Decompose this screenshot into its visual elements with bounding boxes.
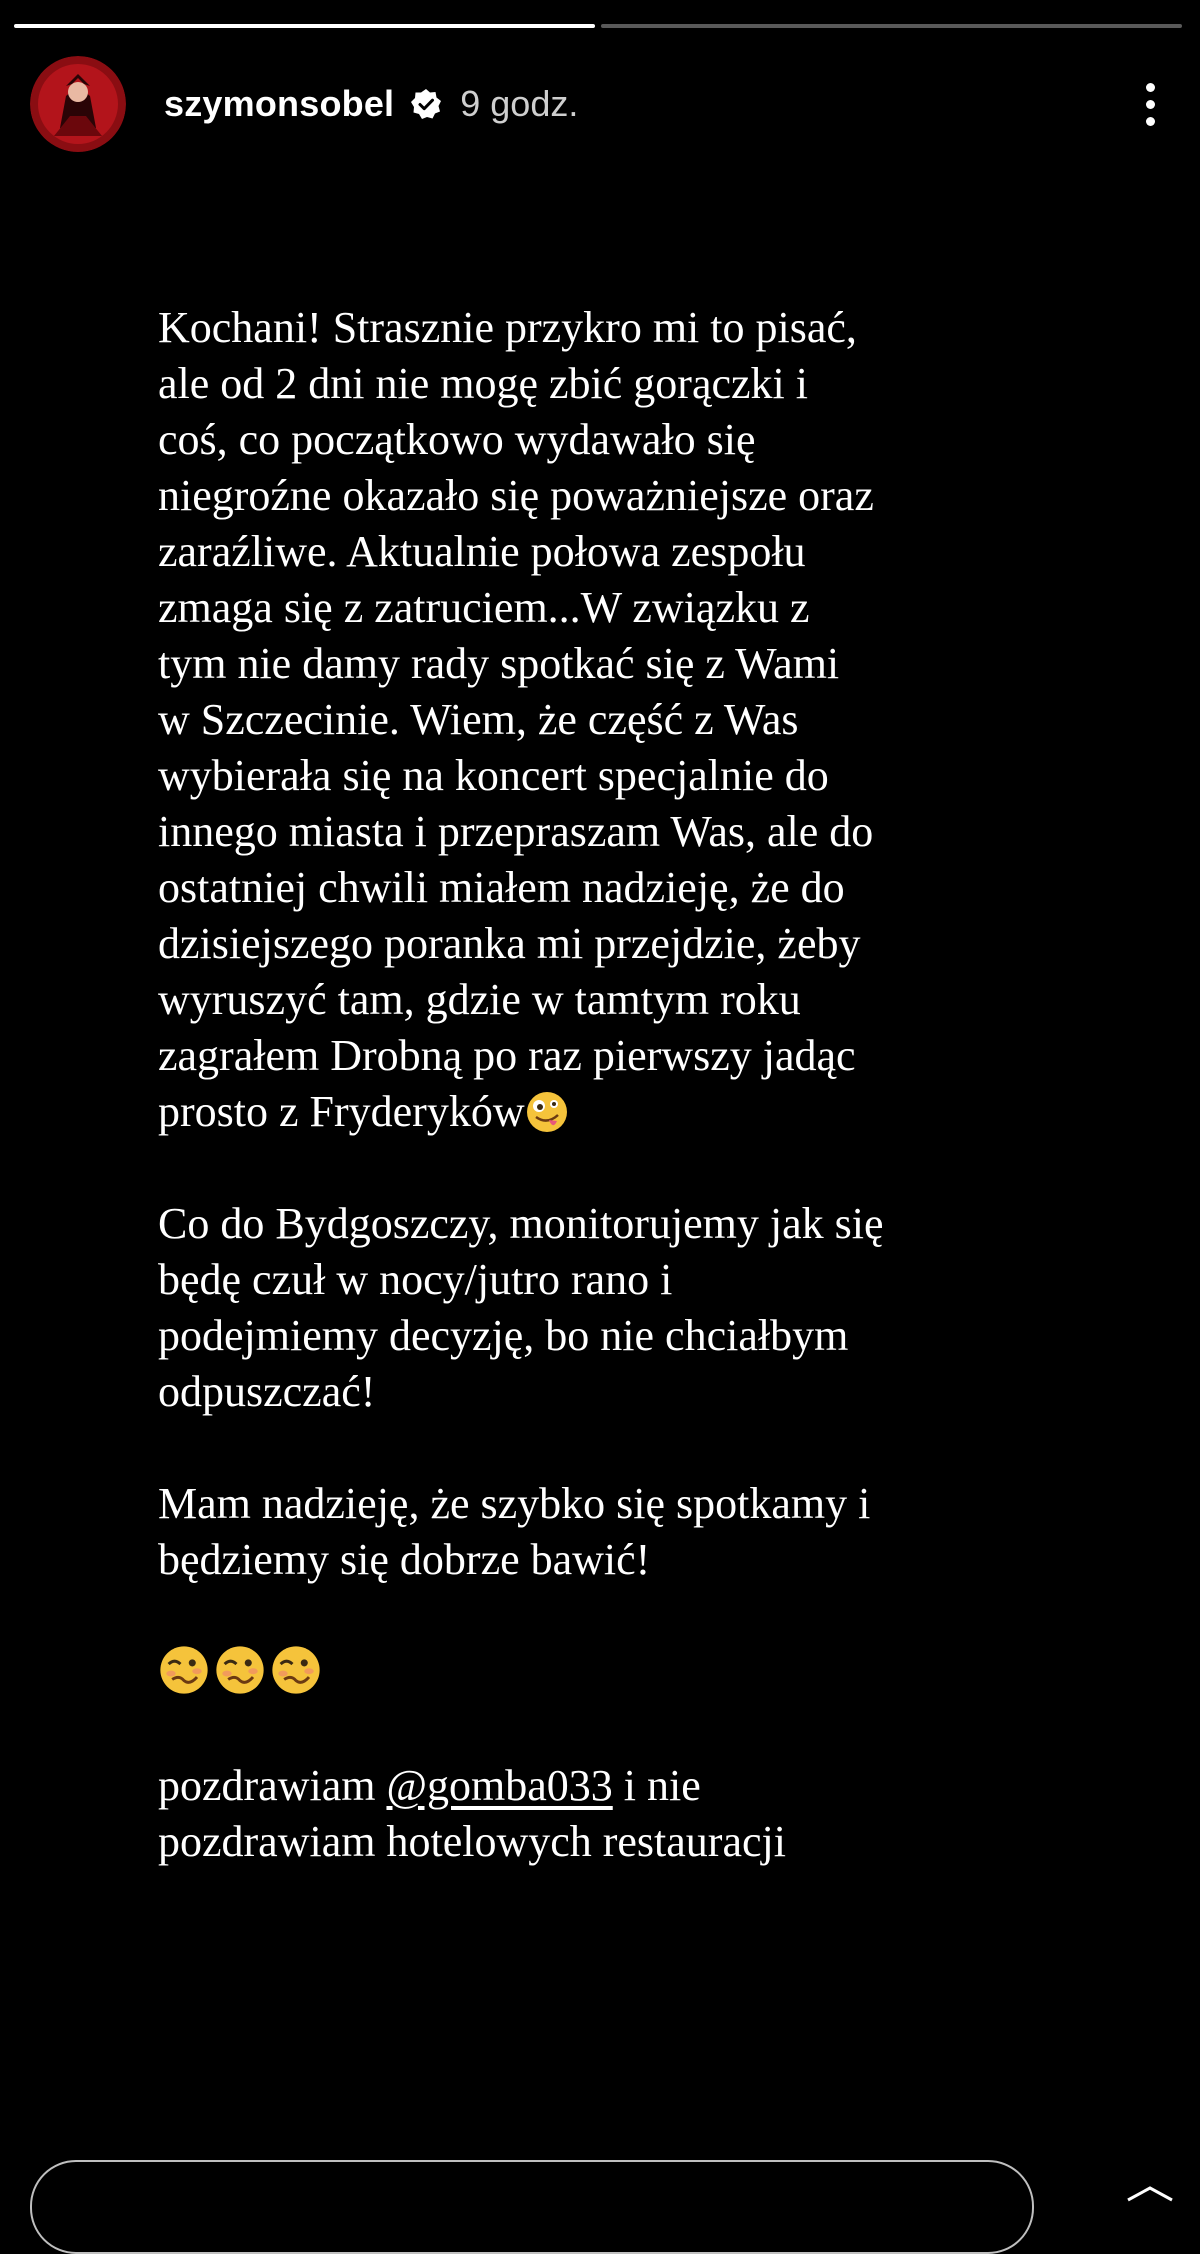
share-icon[interactable] xyxy=(1120,2180,1180,2220)
text-line: wybierała się na koncert specjalnie do xyxy=(158,751,829,800)
text-line: ale od 2 dni nie mogę zbić gorączki i xyxy=(158,359,808,408)
text-line: odpuszczać! xyxy=(158,1367,376,1416)
paragraph-5 xyxy=(158,1758,1138,1870)
progress-fill-1 xyxy=(14,24,595,28)
progress-segment-2 xyxy=(601,24,1182,28)
verified-badge-icon xyxy=(410,88,442,120)
woozy-face-emoji-icon xyxy=(214,1644,266,1696)
paragraph-2 xyxy=(158,1196,1138,1420)
text-line: będziemy się dobrze bawić! xyxy=(158,1535,651,1584)
reply-input[interactable] xyxy=(30,2160,1034,2254)
text-line: innego miasta i przepraszam Was, ale do xyxy=(158,807,874,856)
text-line: ostatniej chwili miałem nadzieję, że do xyxy=(158,863,845,912)
text-line: coś, co początkowo wydawało się xyxy=(158,415,756,464)
text-line: tym nie damy rady spotkać się z Wami xyxy=(158,639,840,688)
more-options-icon[interactable] xyxy=(1130,74,1170,134)
paragraph-3 xyxy=(158,1476,1138,1588)
text-line: podejmiemy decyzję, bo nie chciałbym xyxy=(158,1311,849,1360)
text-line: pozdrawiam hotelowych restauracji xyxy=(158,1817,786,1866)
text-line-last xyxy=(158,1084,1138,1140)
progress-segment-1 xyxy=(14,24,595,28)
zany-face-emoji-icon xyxy=(525,1090,569,1134)
text-line xyxy=(158,1758,1138,1814)
username[interactable]: szymonsobel xyxy=(164,83,395,124)
emoji-row xyxy=(158,1644,1138,1702)
text-line: zagrałem Drobną po raz pierwszy jadąc xyxy=(158,1031,856,1080)
story-text xyxy=(158,300,1138,1926)
text-line: niegroźne okazało się poważniejsze oraz xyxy=(158,471,874,520)
text-line: będę czuł w nocy/jutro rano i xyxy=(158,1255,673,1304)
text-line: Kochani! Strasznie przykro mi to pisać, xyxy=(158,303,857,352)
text-line: zaraźliwe. Aktualnie połowa zespołu xyxy=(158,527,806,576)
story-header xyxy=(30,56,1170,152)
post-time: 9 godz. xyxy=(460,83,579,124)
text-line: zmaga się z zatruciem...W związku z xyxy=(158,583,810,632)
text-segment: pozdrawiam xyxy=(158,1761,387,1810)
text-line: wyruszyć tam, gdzie w tamtym roku xyxy=(158,975,801,1024)
text-segment: i nie xyxy=(612,1761,701,1810)
text-line: Co do Bydgoszczy, monitorujemy jak się xyxy=(158,1199,884,1248)
text-line: Mam nadzieję, że szybko się spotkamy i xyxy=(158,1479,871,1528)
text-line: w Szczecinie. Wiem, że część z Was xyxy=(158,695,799,744)
avatar[interactable] xyxy=(30,56,126,152)
woozy-face-emoji-icon xyxy=(270,1644,322,1696)
text-line: dzisiejszego poranka mi przejdzie, żeby xyxy=(158,919,861,968)
mention-link[interactable]: @gomba033 xyxy=(386,1761,613,1810)
woozy-face-emoji-icon xyxy=(158,1644,210,1696)
story-progress xyxy=(14,24,1182,28)
text-segment: prosto z Fryderyków xyxy=(158,1087,525,1136)
paragraph-1 xyxy=(158,300,1138,1140)
